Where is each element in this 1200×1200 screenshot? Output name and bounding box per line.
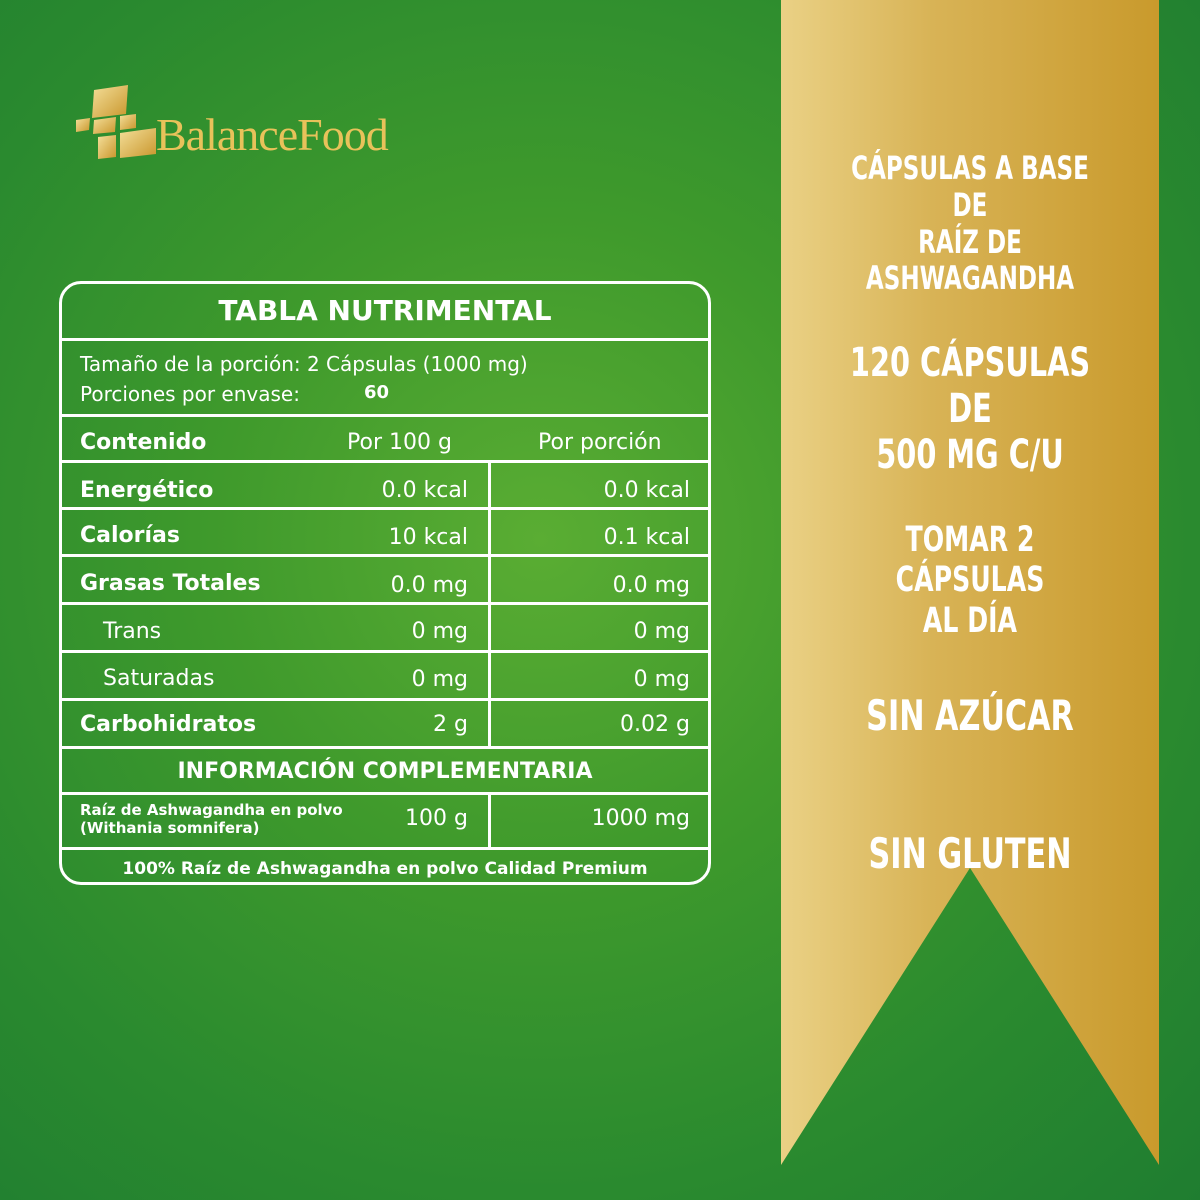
complementary-perserving: 1000 mg: [591, 806, 690, 831]
header-content: Contenido: [80, 430, 207, 455]
serving-size: Tamaño de la porción: 2 Cápsulas (1000 mg): [80, 352, 528, 376]
header-per100: Por 100 g: [347, 430, 452, 455]
servings-per-container-value: 60: [364, 382, 390, 403]
row-per100: 2 g: [433, 712, 468, 737]
row-per100: 10 kcal: [388, 525, 468, 550]
header-perserving: Por porción: [538, 430, 662, 455]
row-label: Carbohidratos: [80, 712, 257, 737]
row-perserving: 0.0 mg: [612, 573, 690, 598]
row-label: Trans: [103, 619, 162, 644]
brand-name: BalanceFood: [156, 109, 388, 160]
ribbon-item-sugar-free: SIN AZÚCAR: [866, 691, 1074, 740]
table-title: TABLA NUTRIMENTAL: [218, 294, 552, 327]
row-perserving: 0.1 kcal: [603, 525, 690, 550]
nutrition-table: [59, 281, 711, 885]
ribbon-item-gluten-free: SIN GLUTEN: [868, 829, 1072, 878]
row-label: Calorías: [80, 523, 180, 548]
row-per100: 0.0 kcal: [381, 478, 468, 503]
row-perserving: 0.02 g: [620, 712, 690, 737]
ribbon-item-dosage: TOMAR 2 CÁPSULAS AL DÍA: [895, 520, 1045, 641]
servings-per-container-label: Porciones por envase:: [80, 382, 300, 406]
row-per100: 0.0 mg: [390, 573, 468, 598]
row-perserving: 0 mg: [633, 667, 690, 692]
ribbon-item-ingredient: CÁPSULAS A BASE DE RAÍZ DE ASHWAGANDHA: [851, 149, 1089, 298]
row-label: Saturadas: [103, 666, 215, 691]
row-perserving: 0 mg: [633, 619, 690, 644]
row-per100: 0 mg: [411, 667, 468, 692]
row-perserving: 0.0 kcal: [603, 478, 690, 503]
row-per100: 0 mg: [411, 619, 468, 644]
row-label: Energético: [80, 478, 214, 503]
complementary-title: INFORMACIÓN COMPLEMENTARIA: [177, 759, 593, 784]
row-label: Grasas Totales: [80, 571, 261, 596]
ribbon-item-capsule-count: 120 CÁPSULAS DE 500 MG C/U: [849, 340, 1091, 478]
table-footer: 100% Raíz de Ashwagandha en polvo Calidad Premium: [122, 859, 648, 879]
complementary-label-line2: (Withania somnifera): [80, 819, 260, 837]
complementary-label-line1: Raíz de Ashwagandha en polvo: [80, 801, 343, 819]
complementary-per100: 100 g: [405, 806, 468, 831]
